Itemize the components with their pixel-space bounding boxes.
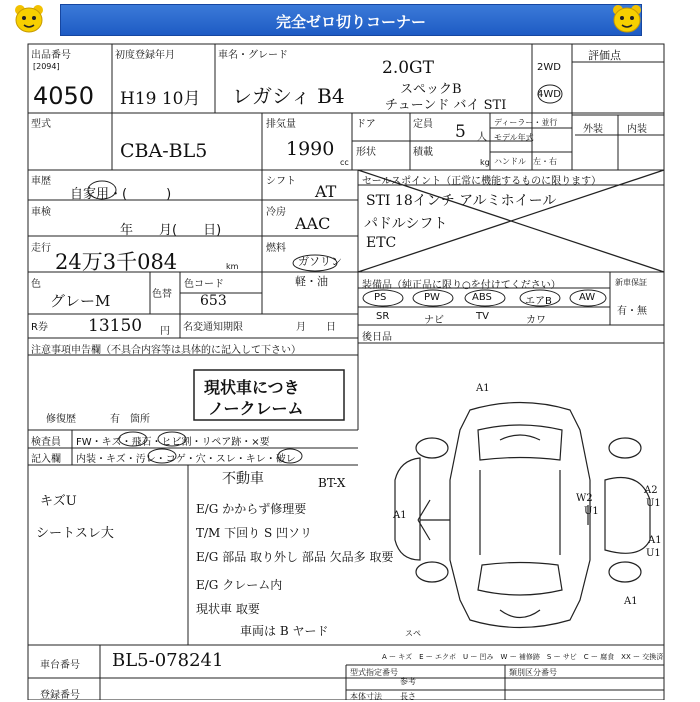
inspection-row-1: FW・キズ・飛石・ヒビ割・リペア跡・×要 [76, 437, 270, 448]
exterior-label: 外装 [583, 124, 603, 135]
bottom-label: 本体寸法 [350, 692, 382, 701]
lot-label: 出品番号 [31, 50, 71, 61]
model-label: 車名・グレード [218, 50, 288, 61]
repair-label: 修復歴 [46, 414, 76, 425]
entry-label: 記入欄 [31, 454, 61, 465]
mark-w2: W2 [576, 493, 593, 504]
shape-label: 形状 [356, 147, 376, 158]
equip-aw: AW [579, 292, 596, 303]
note-6: E/G クレーム内 [196, 578, 283, 592]
drive-4wd: 4WD [537, 89, 561, 100]
regno-label: 登録番号 [40, 690, 80, 701]
lot-number: 4050 [33, 82, 95, 110]
use-value: 自家用・( ) [70, 187, 172, 202]
equip-ps: PS [374, 292, 387, 303]
fuel-label: 燃料 [266, 243, 286, 254]
note-3: E/G かからず修理要 [196, 502, 307, 516]
disp-unit: cc [340, 158, 349, 167]
shift-value: AT [315, 182, 337, 201]
note-1: 不動車 [222, 471, 264, 487]
disp-label: 排気量 [266, 119, 296, 130]
inspection-row-2: 内装・キズ・汚レ・コゲ・穴・スレ・キレ・破レ [76, 454, 296, 465]
mark-a2: A2 [644, 485, 658, 496]
left-note-2: シートスレ大 [36, 526, 114, 541]
equip-tv: TV [476, 311, 489, 322]
load-unit: kg [480, 158, 490, 167]
mark-a1-left: A1 [393, 510, 407, 521]
note-5: E/G 部品 取り外し 部品 欠品多 取要 [196, 550, 394, 564]
load-label: 積載 [413, 147, 433, 158]
sales-line-2: パドルシフト [364, 216, 448, 232]
grade-line-2: スペックB [400, 82, 462, 97]
inspect-label: 車検 [31, 207, 51, 218]
fuel-value-2: 軽・油 [295, 275, 328, 288]
ac-value: AAC [295, 214, 331, 233]
recycle-value: 13150 [88, 316, 143, 336]
cap-value: 5 [455, 122, 466, 142]
namechange-value: 月 日 [296, 322, 336, 333]
sales-label: セールスポイント（正常に機能するものに限ります） [362, 176, 602, 187]
note-7: 現状車 取要 [196, 602, 260, 616]
note-8: 車両は B ヤード [240, 624, 329, 638]
chassis-label: 車台番号 [40, 660, 80, 671]
banner-title: 完全ゼロ切りコーナー [275, 13, 426, 31]
equip-leather: カワ [526, 315, 546, 326]
equip-sr: SR [376, 311, 390, 322]
sales-line-1: STI 18インチ アルミホイール [366, 193, 557, 209]
use-label: 車歴 [31, 176, 51, 187]
dealer-label: ディーラー・並行 [494, 118, 558, 127]
equip-navi: ナビ [424, 315, 444, 326]
model-year-label: モデル年式 [494, 133, 534, 142]
ac-label: 冷房 [266, 207, 286, 218]
handle-label: ハンドル [494, 157, 526, 166]
mark-a1-top: A1 [476, 383, 490, 394]
note-4: T/M 下回り S 凹ソリ [196, 526, 312, 540]
shift-label: シフト [266, 176, 296, 187]
interior-label: 内装 [627, 124, 647, 135]
door-label: ドア [356, 119, 376, 130]
inspector-label: 検査員 [31, 437, 61, 448]
equip-airbag: エアB [525, 296, 552, 307]
chassis-value: BL5-078241 [112, 650, 224, 671]
repair-value: 有 箇所 [110, 414, 150, 425]
inspect-value: 年 月( 日) [120, 223, 222, 238]
car-name: レガシィ B4 [232, 84, 345, 108]
namechange-label: 名変通知期限 [183, 322, 243, 333]
eval-label: 評価点 [588, 49, 621, 62]
lot-sub: [2094] [33, 62, 60, 71]
car-damage-diagram [395, 403, 650, 628]
mark-u1-right: U1 [646, 498, 661, 509]
drive-2wd: 2WD [537, 62, 561, 73]
color-label: 色 [31, 279, 41, 290]
stamp-line-1: 現状車につき [204, 378, 300, 397]
cap-unit: 人 [477, 132, 487, 143]
mileage-unit: km [226, 262, 239, 271]
type-value: CBA-BL5 [120, 140, 208, 162]
mileage-value: 24万3千084 [55, 250, 178, 274]
grade-line-3: チューンド バイ STI [385, 98, 507, 113]
disp-value: 1990 [286, 138, 335, 160]
note-2: BT-X [318, 476, 346, 490]
grade-line-1: 2.0GT [382, 58, 434, 78]
seat-label: 後日品 [362, 332, 392, 343]
mileage-label: 走行 [31, 243, 51, 254]
color-value: グレーM [50, 292, 111, 310]
damage-legend: A ー キズ E ー エクボ U ー 凹み W ー 補修跡 S ー サビ C ー 腐食 XX ー 交換済 [382, 653, 664, 661]
form-label: 型式指定番号 [350, 668, 398, 677]
ref-label: 参考 [400, 677, 416, 686]
mark-a1-bottom: A1 [624, 596, 638, 607]
reg-label: 初度登録年月 [115, 50, 175, 61]
fuel-value-1: ガソリン [298, 255, 342, 268]
mark-a1-right: A1 [648, 535, 662, 546]
form2-label: 類別区分番号 [509, 668, 557, 677]
reg-value: H19 10月 [120, 89, 201, 109]
stamp-line-2: ノークレーム [208, 399, 304, 418]
recycle-label: R券 [31, 322, 48, 333]
mark-u1-lower: U1 [646, 548, 661, 559]
mark-spare: スペ [405, 629, 421, 638]
length-label: 長さ [400, 692, 416, 701]
type-label: 型式 [31, 119, 51, 130]
colorcode-label: 色コード [184, 279, 224, 290]
equip-label: 装備品（純正品に限り○を付けてください） [362, 280, 561, 291]
left-note-1: キズU [40, 494, 77, 509]
equip-abs: ABS [472, 292, 492, 303]
newcar-label: 新車保証 [615, 278, 647, 287]
equip-pw: PW [424, 292, 440, 303]
cap-label: 定員 [413, 119, 433, 130]
handle-value: 左・右 [533, 157, 557, 166]
sales-line-3: ETC [366, 235, 397, 251]
recycle-unit: 円 [160, 326, 170, 337]
notes-label: 注意事項申告欄（不具合内容等は具体的に記入して下さい） [31, 345, 301, 356]
colorchange-label: 色替 [152, 289, 172, 300]
mark-u1-mid: U1 [584, 506, 599, 517]
newcar-value: 有・無 [617, 306, 647, 317]
colorcode-value: 653 [200, 293, 227, 309]
